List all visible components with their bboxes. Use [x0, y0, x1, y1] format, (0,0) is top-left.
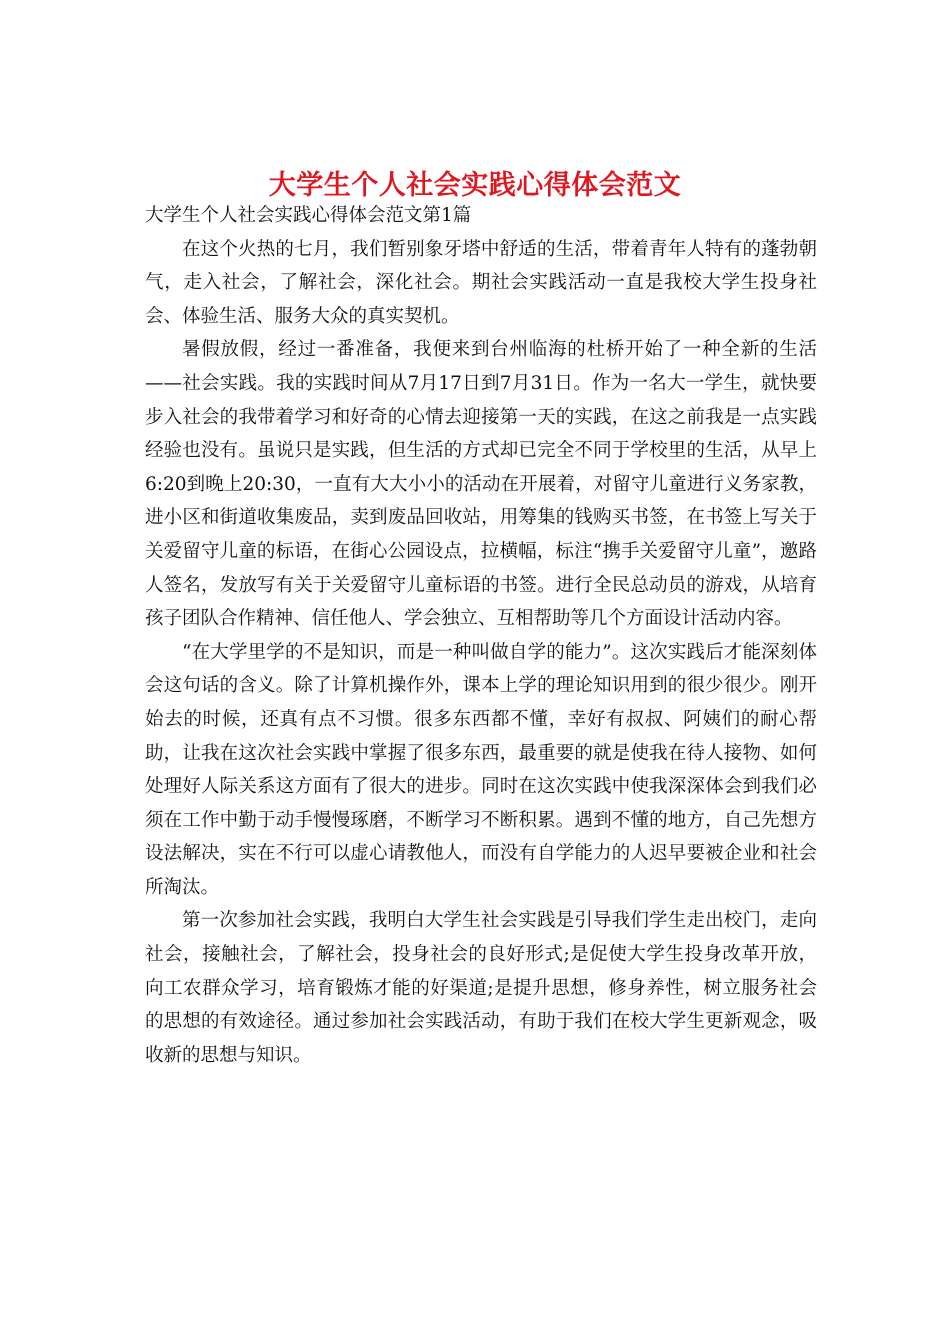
paragraph-3: “在大学里学的不是知识，而是一种叫做自学的能力”。这次实践后才能深刻体会这句话的含义。除了计算机操作外，课本上学的理论知识用到的很少很少。刚开始去的时候，还真有点不习惯。很多东西都不懂，幸好有叔叔、阿姨们的耐心帮助，让我在这次社会实践中掌握了很多东西，最重要的就是使我在待人接物、如何处理好人际关系这方面有了很大的进步。同时在这次实践中使我深深体会到我们必须在工作中勤于动手慢慢琢磨，不断学习不断积累。遇到不懂的地方，自己先想方设法解决，实在不行可以虚心请教他人，而没有自学能力的人迟早要被企业和社会所淘汰。: [145, 641, 817, 898]
document-title: 大学生个人社会实践心得体会范文: [268, 170, 682, 202]
paragraph-2: 暑假放假，经过一番准备，我便来到台州临海的杜桥开始了一种全新的生活——社会实践。我的实践时间从7月17日到7月31日。作为一名大一学生，就快要步入社会的我带着学习和好奇的心情去迎接第一天的实践，在这之前我是一点实践经验也没有。虽说只是实践，但生活的方式却已完全不同于学校里的生活，从早上6:20到晚上20:30，一直有大大小小的活动在开展着，对留守儿童进行义务家教，进小区和街道收集废品，卖到废品回收站，用筹集的钱购买书签，在书签上写关于关爱留守儿童的标语，在街心公园设点，拉横幅，标注“携手关爱留守儿童”，邀路人签名，发放写有关于关爱留守儿童标语的书签。进行全民总动员的游戏，从培育孩子团队合作精神、信任他人、学会独立、互相帮助等几个方面设计活动内容。: [145, 339, 817, 630]
paragraph-4: 第一次参加社会实践，我明白大学生社会实践是引导我们学生走出校门，走向社会，接触社会，了解社会，投身社会的良好形式;是促使大学生投身改革开放，向工农群众学习，培育锻炼才能的好渠道;是提升思想，修身养性，树立服务社会的思想的有效途径。通过参加社会实践活动，有助于我们在校大学生更新观念，吸收新的思想与知识。: [145, 910, 817, 1066]
section-heading: 大学生个人社会实践心得体会范文第1篇: [145, 205, 472, 226]
paragraph-1: 在这个火热的七月，我们暂别象牙塔中舒适的生活，带着青年人特有的蓬勃朝气，走入社会，了解社会，深化社会。期社会实践活动一直是我校大学生投身社会、体验生活、服务大众的真实契机。: [145, 238, 817, 327]
document-body: [145, 199, 817, 1072]
